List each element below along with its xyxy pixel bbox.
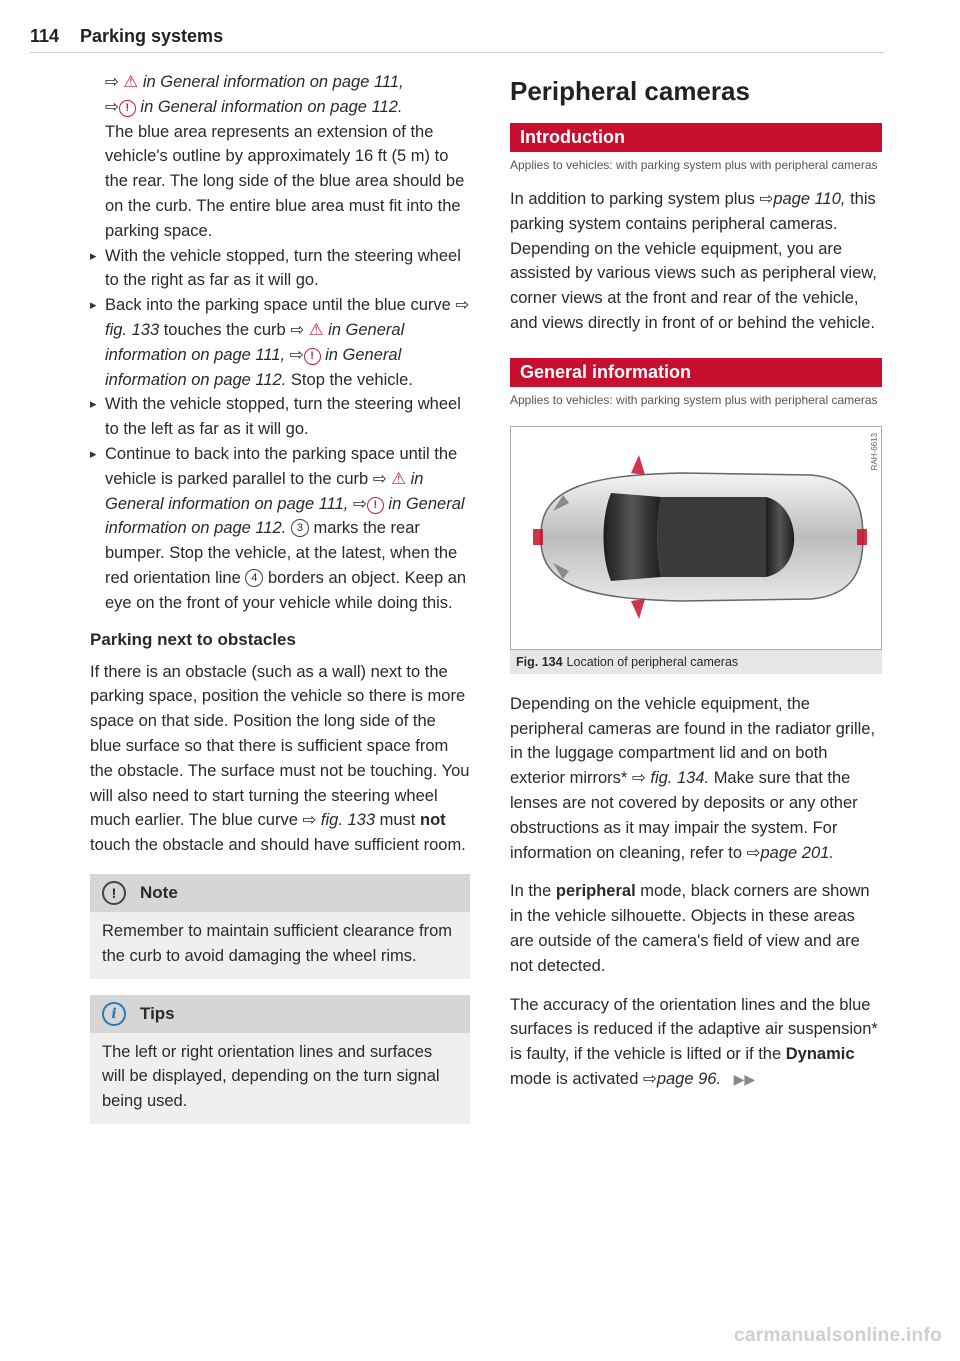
camera-location-paragraph: [510, 692, 882, 866]
callout-4: 4: [245, 569, 263, 587]
fig-ref: fig. 134.: [650, 769, 710, 788]
obstacles-heading: Parking next to obstacles: [90, 629, 296, 649]
emphasis-dynamic: Dynamic: [785, 1045, 855, 1064]
figure-label: Fig. 134: [516, 654, 563, 669]
note-title: Note: [140, 882, 178, 902]
ref-text: in General information on page 111,: [105, 320, 405, 364]
paragraph-text: touch the obstacle and should have sufficient room.: [90, 836, 466, 855]
warning-icon: ⚠: [391, 469, 407, 488]
step-text: borders an object. Keep an eye on the front of your vehicle while doing this.: [105, 568, 467, 612]
step-text: touches the curb: [163, 320, 286, 339]
note-icon: !: [367, 497, 384, 514]
ref-note-link[interactable]: ⇨ ! in General information on page 112.: [105, 494, 465, 538]
fig-ref: fig. 133: [105, 320, 160, 339]
step-text: Back into the parking space until the blue curve: [105, 296, 451, 315]
step-turn-left: ▸ With the vehicle stopped, turn the steering wheel to the left as far as it will go.: [90, 392, 470, 442]
step-turn-right: ▸ With the vehicle stopped, turn the steering wheel to the right as far as it will go.: [90, 244, 470, 294]
tips-title: Tips: [140, 1003, 175, 1023]
page-96-link[interactable]: ⇨page 96.: [643, 1069, 722, 1088]
chapter-title: Peripheral cameras: [510, 76, 750, 106]
page-ref: page 110,: [773, 190, 846, 208]
paragraph-text: mode, black corners are shown in the vehicle silhouette. Objects in these areas are outside of the camera's field of view and are not detected.: [510, 882, 870, 975]
info-icon: i: [102, 1002, 126, 1026]
ref-text: in General information on page 112.: [105, 345, 402, 389]
introduction-paragraph: [510, 187, 882, 336]
roof-glass: [657, 497, 766, 577]
paragraph-text: If there is an obstacle (such as a wall) next to the parking space, position the vehicle so there is more space on that side. Position the long side of the blue surface so that there is sufficient space from the obstacle. The surface must not be touching. You will also need to start turning the steering wheel much earlier. The blue curve: [90, 662, 470, 830]
section-title: Parking systems: [80, 26, 224, 46]
caption-text: Location of peripheral cameras: [566, 654, 739, 669]
paragraph-text: Make sure that the lenses are not covered by deposits or any other obstructions as it may impair the system. For information on cleaning, refer to: [510, 769, 858, 862]
tips-box-header: [90, 995, 470, 1033]
ref-warning-line[interactable]: ⇨ ⚠ in General information on page 111,: [90, 70, 470, 95]
page-ref: page 201.: [760, 843, 834, 862]
mirror-camera-right: [631, 599, 645, 619]
step-back-into-space: [90, 293, 470, 392]
fig-134-link[interactable]: ⇨ fig. 134.: [631, 769, 710, 788]
figure-code: RAH-6613: [870, 432, 879, 471]
paragraph-text: must: [379, 811, 416, 830]
blue-area-paragraph: The blue area represents an extension of the vehicle's outline by approximately 16 ft (5 m) to the rear. The long side of the blue area should be on the curb. The entire blue area must fit into the parking space.: [105, 122, 465, 240]
fig-133-link[interactable]: ⇨ fig. 133: [105, 296, 470, 339]
page-ref: page 96.: [656, 1069, 722, 1088]
step-text: Stop the vehicle.: [290, 370, 413, 389]
applies-to-note: Applies to vehicles: with parking system plus with peripheral cameras: [510, 158, 878, 172]
left-column: [90, 70, 470, 1124]
note-text: Remember to maintain sufficient clearance from the curb to avoid damaging the wheel rims.: [102, 921, 453, 965]
page-201-link[interactable]: ⇨page 201.: [746, 843, 834, 862]
ref-warning-link[interactable]: ⇨ ⚠ in General information on page 111,: [105, 470, 423, 513]
ref-warning-link[interactable]: ⇨ ⚠ in General information on page 111,: [105, 321, 404, 364]
warning-icon: ⚠: [308, 320, 324, 339]
tips-text: The left or right orientation lines and surfaces will be displayed, depending on the turn signal being used.: [102, 1042, 440, 1111]
step-text: marks the rear bumper. Stop the vehicle, at the latest, when the red orientation line: [105, 519, 458, 587]
paragraph-text: In the: [510, 882, 552, 901]
continue-arrow-icon: ▶▶: [733, 1070, 756, 1087]
ref-note-link[interactable]: ⇨ ! in General information on page 112.: [105, 345, 402, 389]
car-top-view-illustration: [511, 427, 881, 649]
front-camera: [533, 529, 543, 545]
fig-ref: fig. 133: [320, 811, 376, 830]
note-box-header: [90, 874, 470, 912]
page-110-link[interactable]: ⇨page 110,: [759, 190, 846, 208]
fig-133-link[interactable]: ⇨ fig. 133: [302, 811, 376, 830]
step-text: Continue to back into the parking space until the vehicle is parked parallel to the curb: [105, 444, 458, 488]
paragraph-text: mode is activated: [510, 1069, 639, 1088]
note-box: [90, 874, 470, 979]
tips-box: [90, 995, 470, 1124]
ref-text: in General information on page 111,: [105, 469, 424, 513]
callout-3: 3: [291, 519, 309, 537]
windshield: [604, 493, 662, 581]
ref-text: in General information on page 112.: [105, 494, 465, 538]
figure-caption: [510, 650, 882, 674]
step-park-parallel: [90, 442, 470, 616]
page-number: 114: [30, 26, 60, 46]
note-circle-icon: !: [102, 881, 126, 905]
ref-note-line[interactable]: ⇨ ! in General information on page 112.: [105, 97, 403, 116]
ref-text: in General information on page 111,: [142, 73, 404, 91]
applies-to-note: Applies to vehicles: with parking system plus with peripheral cameras: [510, 392, 878, 407]
emphasis-not: not: [419, 811, 446, 830]
warning-icon: ⚠: [123, 73, 139, 91]
paragraph-text: Depending on the vehicle equipment, the peripheral cameras are found in the radiator grille, in the luggage compartment lid and on both exterior mirrors*: [510, 694, 876, 788]
right-column: [510, 70, 882, 1092]
peripheral-mode-paragraph: [510, 879, 882, 978]
paragraph-text: In addition to parking system plus: [510, 190, 755, 208]
note-icon: !: [304, 348, 321, 365]
note-icon: !: [119, 100, 136, 117]
ref-text: in General information on page 112.: [140, 97, 403, 116]
mirror-camera-left: [631, 455, 645, 475]
page-header: [30, 24, 885, 53]
accuracy-paragraph: [510, 993, 882, 1092]
watermark: carmanualsonline.info: [734, 1325, 942, 1346]
obstacles-paragraph: [90, 660, 470, 858]
introduction-heading: Introduction: [510, 123, 882, 152]
rear-camera: [857, 529, 867, 545]
general-information-heading: General information: [510, 358, 882, 387]
paragraph-text: this parking system contains peripheral cameras. Depending on the vehicle equipment, you are assisted by various views such as peripheral view, corner views at the front and rear of the vehicle, and views directly in front of or behind the vehicle.: [510, 190, 877, 332]
emphasis-peripheral: peripheral: [555, 882, 636, 901]
figure-134: [510, 426, 882, 650]
paragraph-text: The accuracy of the orientation lines and the blue surfaces is reduced if the adaptive air suspension* is faulty, if the vehicle is lifted or if the: [510, 995, 878, 1064]
